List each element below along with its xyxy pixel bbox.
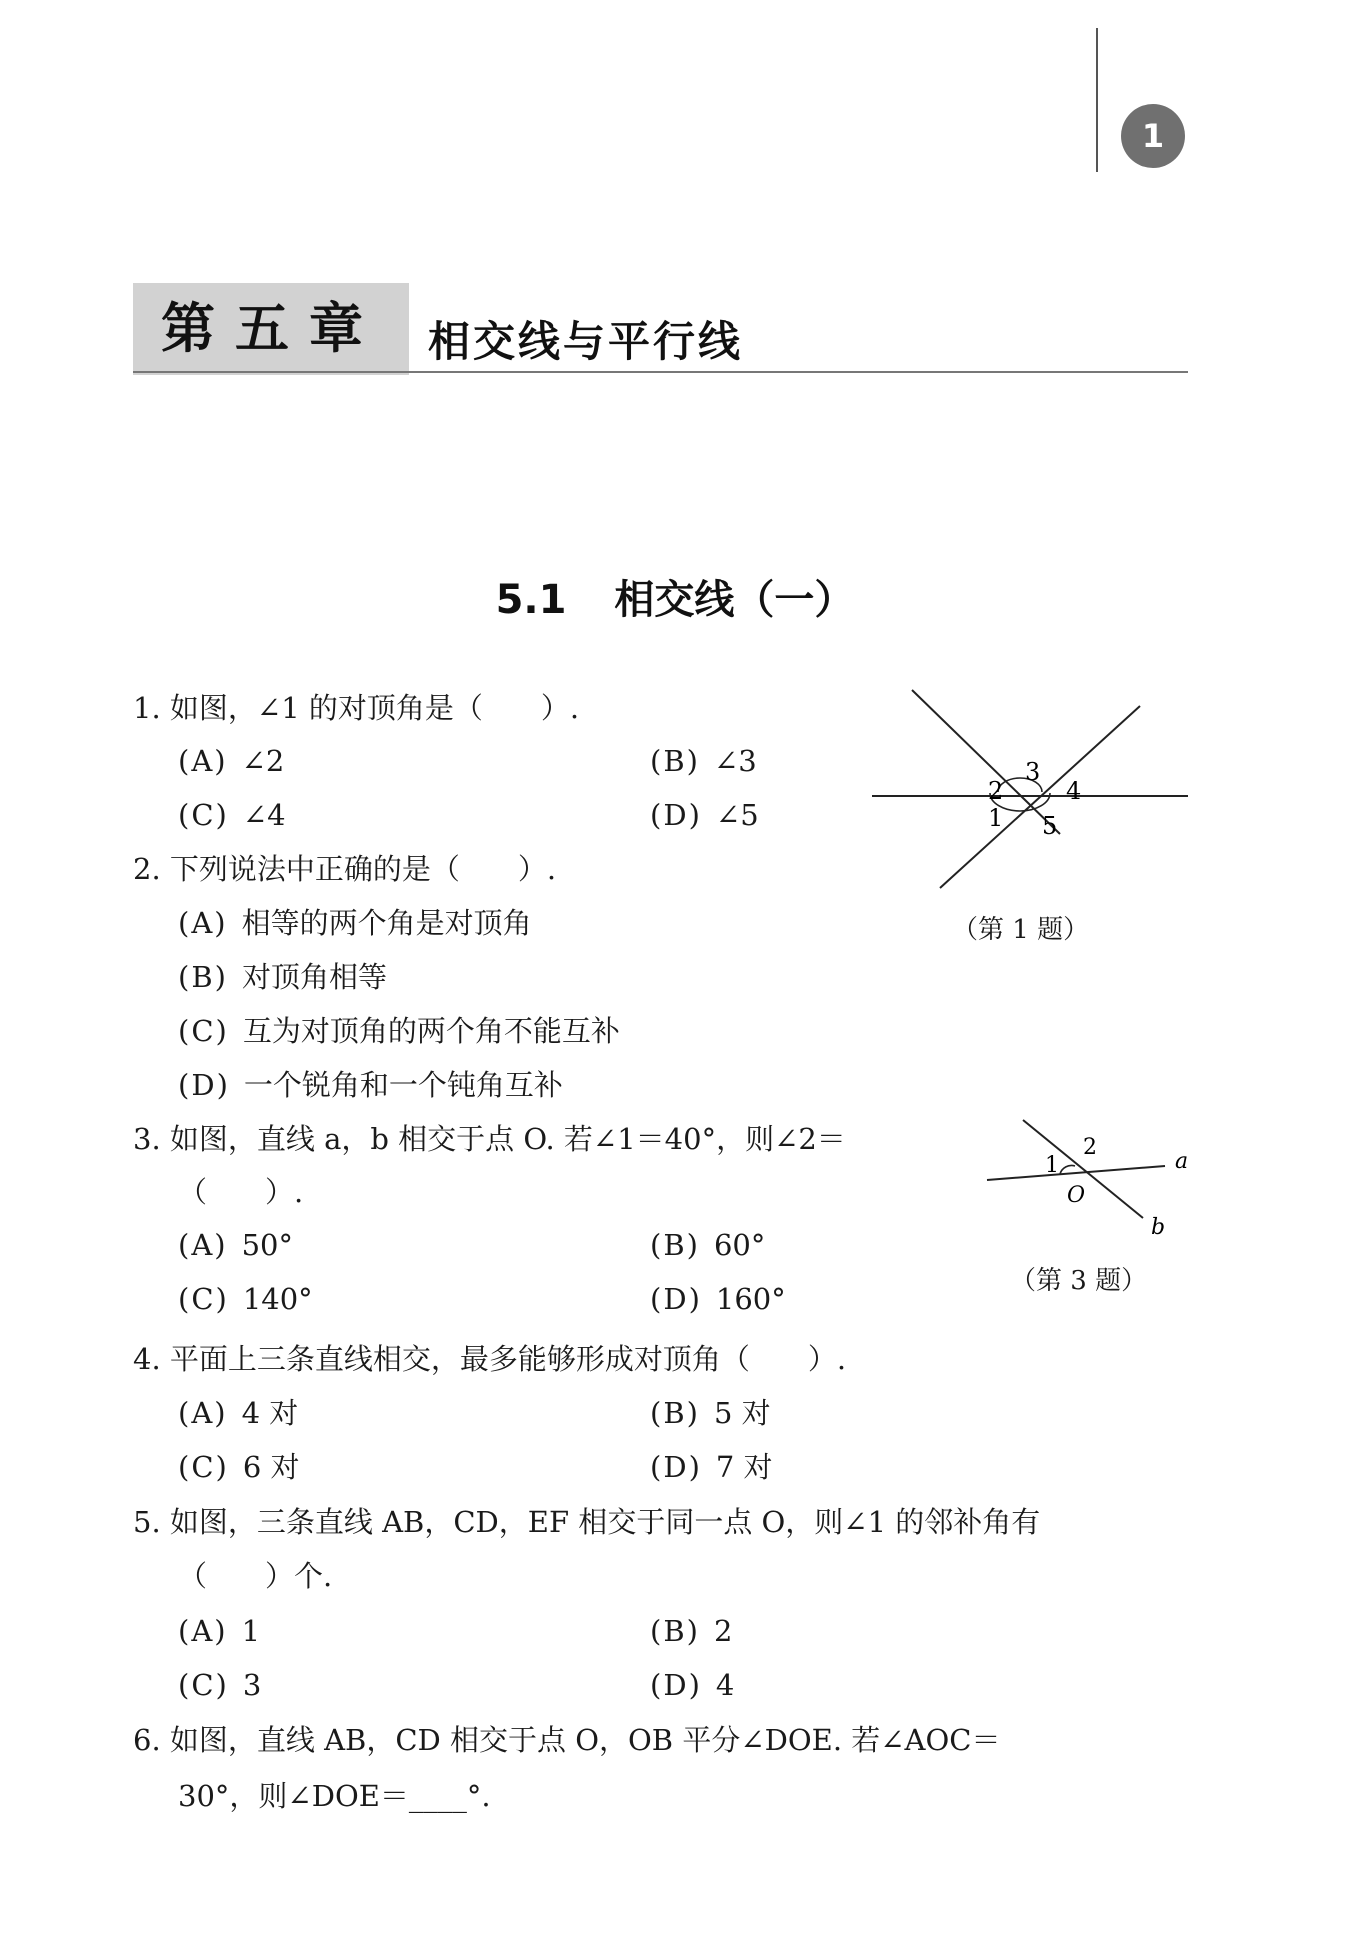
option-text: 4 对 [241, 1396, 299, 1430]
q4-option-d [650, 1447, 773, 1487]
q5-option-a [178, 1611, 260, 1651]
option-text: 3 [242, 1668, 262, 1702]
angle-label-2: 2 [1083, 1135, 1097, 1160]
question-number: 5 [133, 1505, 152, 1539]
option-label: (C) [178, 1014, 229, 1048]
option-label: (C) [178, 1282, 229, 1316]
option-text: ∠5 [715, 798, 759, 832]
option-text: 一个锐角和一个钝角互补 [243, 1068, 563, 1102]
option-text: 50° [241, 1228, 293, 1262]
figure-3-diagram [985, 1112, 1195, 1242]
option-label: (C) [178, 1450, 229, 1484]
line-label-a: a [1175, 1149, 1189, 1174]
q2-option-c [178, 1011, 620, 1051]
q1-option-c [178, 795, 286, 835]
page-number-badge: 1 [1121, 104, 1185, 168]
question-6-stem: 6. 如图，直线 AB，CD 相交于点 O，OB 平分∠DOE. 若∠AOC＝ [133, 1723, 1001, 1757]
question-text: 如图，∠1 的对顶角是（ ）. [169, 691, 580, 725]
chapter-title: 相交线与平行线 [428, 317, 744, 366]
point-label-o: O [1067, 1183, 1086, 1208]
figure-1-caption: （第 1 题） [952, 915, 1090, 945]
section-heading [0, 574, 1350, 626]
question-2-stem: 2. 下列说法中正确的是（ ）. [133, 852, 557, 886]
question-number: 3 [133, 1122, 152, 1156]
section-title: 相交线（一） [614, 577, 855, 623]
q5-option-b [650, 1611, 732, 1651]
angle-label-5: 5 [1042, 812, 1058, 840]
option-text: 1 [241, 1614, 261, 1648]
chapter-label: 第五章 [133, 283, 409, 375]
q2-option-b [178, 957, 387, 997]
option-text: ∠2 [241, 744, 285, 778]
chapter-underline [133, 371, 1188, 373]
line-a [987, 1166, 1165, 1180]
option-text: 60° [713, 1228, 766, 1262]
option-label: (B) [650, 1614, 700, 1648]
option-text: 140° [242, 1282, 313, 1316]
option-text: 相等的两个角是对顶角 [241, 906, 532, 940]
option-label: (D) [650, 1450, 702, 1484]
option-label: (B) [178, 960, 228, 994]
option-label: (D) [650, 1668, 702, 1702]
question-3-stem: 3. 如图，直线 a，b 相交于点 O. 若∠1＝40°，则∠2＝ [133, 1122, 846, 1156]
option-text: ∠4 [242, 798, 286, 832]
question-text: 下列说法中正确的是（ ）. [169, 852, 557, 886]
option-label: (B) [650, 1396, 700, 1430]
question-4-stem: 4. 平面上三条直线相交，最多能够形成对顶角（ ）. [133, 1342, 847, 1376]
option-text: 4 [715, 1668, 735, 1702]
q5-option-c [178, 1665, 261, 1705]
option-label: (C) [178, 1668, 229, 1702]
question-number: 1 [133, 691, 152, 725]
option-text: 对顶角相等 [241, 960, 387, 994]
option-text: 7 对 [715, 1450, 773, 1484]
q4-option-c [178, 1447, 300, 1487]
line-label-b: b [1151, 1215, 1166, 1240]
q3-option-a [178, 1225, 293, 1265]
option-text: 6 对 [242, 1450, 300, 1484]
page-header-rule [1096, 28, 1098, 172]
q3-option-d [650, 1279, 786, 1319]
option-label: (A) [178, 1614, 228, 1648]
question-text: 如图，直线 AB，CD 相交于点 O，OB 平分∠DOE. 若∠AOC＝ [169, 1723, 1001, 1757]
question-text: 平面上三条直线相交，最多能够形成对顶角（ ）. [169, 1342, 847, 1376]
q1-option-b [650, 741, 757, 781]
q3-option-c [178, 1279, 313, 1319]
q4-option-b [650, 1393, 771, 1433]
figure-3-caption: （第 3 题） [1010, 1266, 1148, 1296]
option-label: (A) [178, 906, 228, 940]
option-label: (C) [178, 798, 229, 832]
option-label: (B) [650, 744, 700, 778]
q3-option-b [650, 1225, 765, 1265]
q5-option-d [650, 1665, 734, 1705]
angle-label-1: 1 [1045, 1153, 1059, 1178]
question-text: 如图，直线 a，b 相交于点 O. 若∠1＝40°，则∠2＝ [169, 1122, 846, 1156]
figure-1-diagram [870, 688, 1190, 898]
question-number: 6 [133, 1723, 152, 1757]
option-text: 5 对 [713, 1396, 771, 1430]
q2-option-a [178, 903, 532, 943]
option-label: (A) [178, 1396, 228, 1430]
angle-label-3: 3 [1025, 758, 1041, 786]
option-label: (D) [650, 1282, 702, 1316]
option-text: 2 [713, 1614, 733, 1648]
q1-option-d [650, 795, 759, 835]
option-text: 互为对顶角的两个角不能互补 [242, 1014, 620, 1048]
angle-label-1: 1 [988, 804, 1004, 832]
question-number: 4 [133, 1342, 152, 1376]
angle-label-4: 4 [1066, 777, 1082, 805]
q4-option-a [178, 1393, 298, 1433]
option-label: (B) [650, 1228, 700, 1262]
option-text: 160° [715, 1282, 786, 1316]
option-text: ∠3 [713, 744, 757, 778]
section-number: 5.1 [495, 577, 567, 623]
question-6-stem-continued: 30°，则∠DOE＝____°. [178, 1779, 491, 1813]
question-5-stem-continued: （ ）个. [178, 1559, 333, 1593]
angle-label-2: 2 [988, 777, 1004, 805]
option-label: (A) [178, 744, 228, 778]
option-label: (D) [178, 1068, 230, 1102]
option-label: (D) [650, 798, 702, 832]
question-5-stem: 5. 如图，三条直线 AB，CD，EF 相交于同一点 O，则∠1 的邻补角有 [133, 1505, 1041, 1539]
question-3-stem-continued: （ ）. [178, 1175, 304, 1209]
q1-option-a [178, 741, 284, 781]
q2-option-d [178, 1065, 563, 1105]
question-1-stem: 1. 如图，∠1 的对顶角是（ ）. [133, 691, 580, 725]
question-text: 如图，三条直线 AB，CD，EF 相交于同一点 O，则∠1 的邻补角有 [169, 1505, 1041, 1539]
question-number: 2 [133, 852, 152, 886]
option-label: (A) [178, 1228, 228, 1262]
